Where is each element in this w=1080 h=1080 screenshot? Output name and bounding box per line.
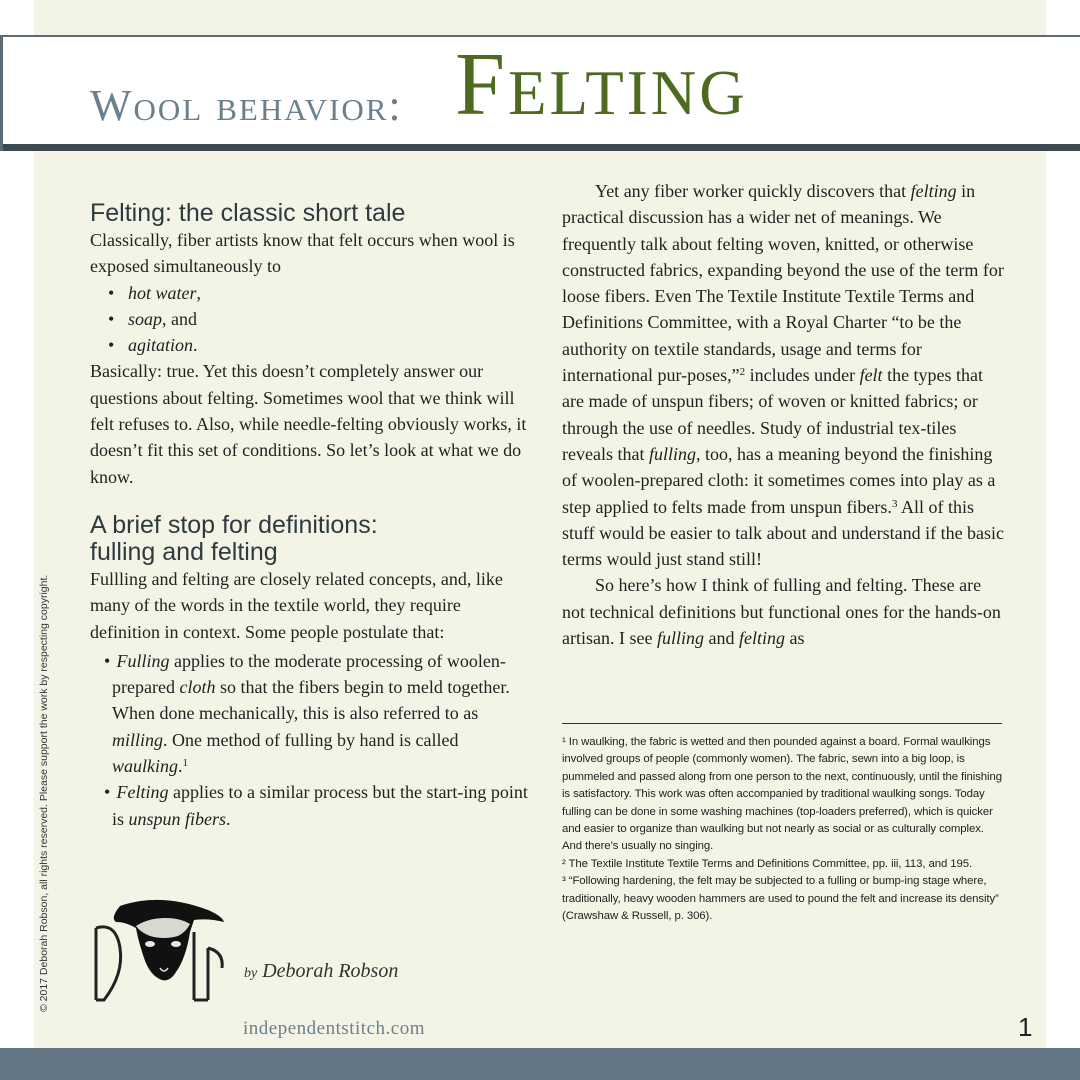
section2-intro: Fullling and felting are closely related concepts, and, like many of the words in the textile world, they require definition in context. Some people postulate that:: [90, 568, 503, 642]
footnote-divider: [562, 723, 1002, 724]
right-paragraph-2: So here’s how I think of fulling and felting. These are not technical definitions but functional ones for the hands-on artisan. I see fulling and felting as: [562, 575, 1001, 649]
footnote-2: ² The Textile Institute Textile Terms and Definitions Committee, pp. iii, 113, and 195.: [562, 857, 973, 870]
list-item: • hot water,: [108, 280, 530, 306]
section1-intro: Classically, fiber artists know that felt occurs when wool is exposed simultaneously to: [90, 230, 515, 277]
right-paragraph-1: Yet any fiber worker quickly discovers that felting in practical discussion has a wider net of meanings. We frequently talk about felting woven, knitted, or otherwise constructed fabrics, expanding beyond the use of the term for loose fibers. Even The Textile Institute Textile Terms and Definitions Committee, with a Royal Charter “to be the authority on textile standards, usage and terms for international pur-poses,”$^2$ includes under felt the types that are made of unspun fibers; of woven or knitted fabrics; or through the use of needles. Study of industrial tex-tiles reveals that fulling, too, has a meaning beyond the finishing of woolen-prepared cloth: it sometimes comes into play as a step applied to felts made from unspun fibers.$^3$ All of this stuff would be easier to talk about and understand if the basic terms would just stand still!: [562, 181, 1005, 570]
right-column: [562, 178, 1007, 651]
section1-body: Basically: true. Yet this doesn’t completely answer our questions about felting. Sometimes wool that we think will felt refuses to. Also, while needle-felting obviously works, it doesn’t fit this set of conditions. So let’s look at what we do know.: [90, 361, 527, 487]
list-item: • Fulling applies to the moderate processing of woolen-prepared cloth so that the fibers begin to meld together. When done mechanically, this is also referred to as milling. One method of fulling by hand is called waulking.$^1$: [104, 650, 510, 777]
felting-conditions-list: [90, 280, 530, 359]
footer-url[interactable]: independentstitch.com: [243, 1018, 425, 1039]
list-item: • agitation.: [108, 332, 530, 358]
author-byline: by Deborah Robson: [244, 960, 399, 982]
banner-edge: [0, 35, 3, 151]
footnote-3: ³ “Following hardening, the felt may be subjected to a fulling or bump-ing stage where, traditionally, heavy wooden hammers are used to pound the felt and increase its density” (Crawshaw & Russell, p. 306).: [562, 875, 999, 923]
section-heading-classic: Felting: the classic short tale: [90, 199, 406, 227]
footnote-1: ¹ In waulking, the fabric is wetted and then pounded against a board. Formal waulkings involved groups of people (commonly women). The fabric, sewn into a big loop, is pummeled and passed along from one person to the next, continuously, until the finishing is satisfactory. This work was often accompanied by traditional waulking songs. Today fulling can be done in some washing machines (top-loaders preferred), which is quicker and easier to organize than waulking but not nearly as social or as culturally complex. And there’s usually no singing.: [562, 736, 1002, 853]
footnotes: [562, 734, 1002, 925]
page-title: Felting: [455, 35, 748, 134]
left-column: [90, 200, 530, 832]
list-item: • Felting applies to a similar process but the start-ing point is unspun fibers.: [104, 782, 528, 829]
definitions-list: [90, 648, 530, 832]
list-item: • soap, and: [108, 306, 530, 332]
title-prefix: Wool behavior:: [90, 81, 403, 130]
sheep-illustration: [90, 888, 230, 1003]
copyright-notice: © 2017 Deborah Robson, all rights reserved. Please support the work by respecting copyright.: [38, 574, 50, 1012]
section-heading-definitions: A brief stop for definitions: fulling and felting: [90, 510, 378, 566]
footer-bar: [0, 1048, 1080, 1080]
page-number: 1: [1018, 1012, 1033, 1042]
